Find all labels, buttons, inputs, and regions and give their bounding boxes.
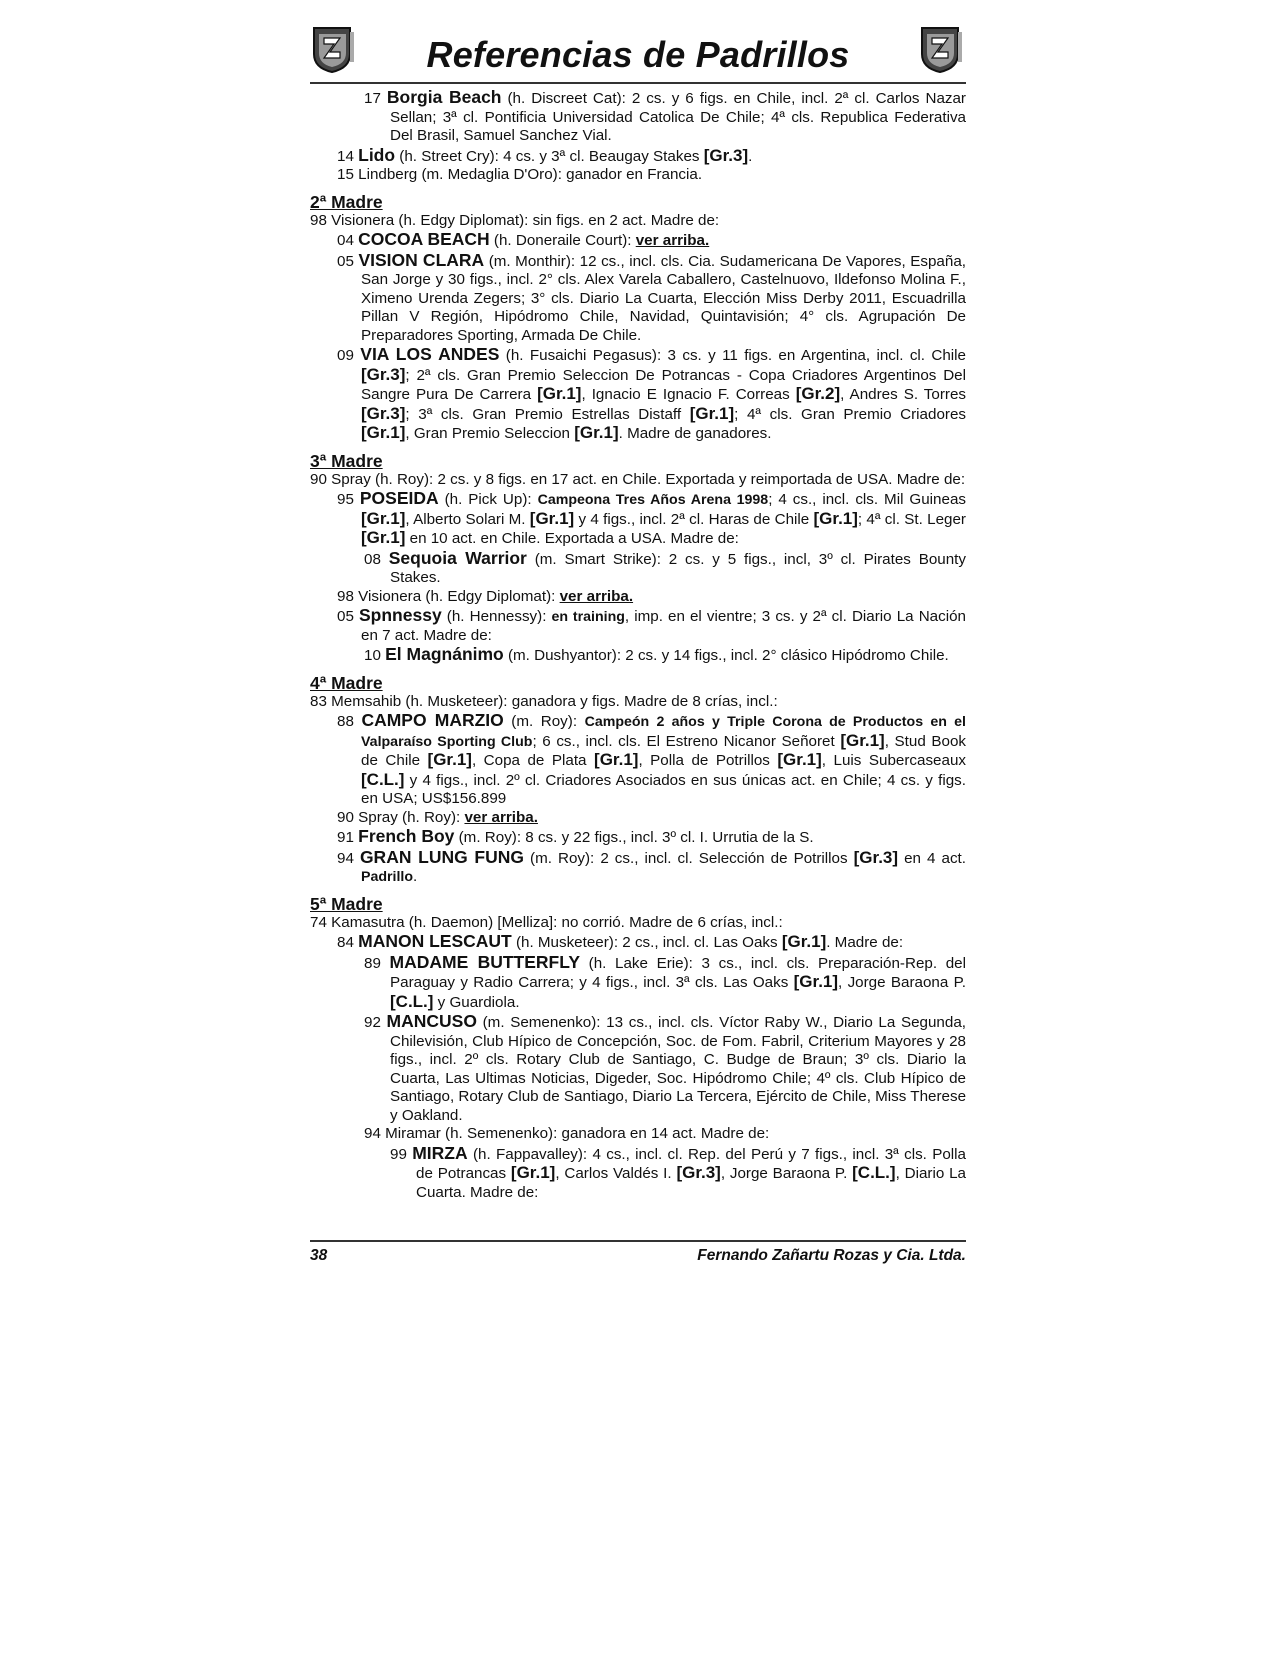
cross-reference: ver arriba. bbox=[559, 587, 634, 605]
entry-text: ; 2ª cls. Gran Premio Seleccion De Potrancas - Copa Criadores Argentinos Del Sangre Pura De Carrera bbox=[361, 366, 966, 403]
entry-text: Spray (h. Roy): 2 cs. y 8 figs. en 17 act. en Chile. Exportada y reimportada de USA. Madre de: bbox=[331, 470, 966, 488]
entry-text: en 10 act. en Chile. Exportada a USA. Madre de: bbox=[405, 530, 739, 547]
pedigree-entry bbox=[310, 914, 966, 933]
pedigree-entry bbox=[310, 471, 966, 490]
entry-text: , Copa de Plata bbox=[471, 752, 595, 769]
race-grade: [Gr.1] bbox=[361, 423, 406, 442]
race-grade: [Gr.1] bbox=[537, 384, 582, 403]
pedigree-entry bbox=[390, 1144, 966, 1203]
entry-text: (m. Roy): bbox=[503, 713, 585, 730]
entry-text: , imp. en el vientre; 3 cs. y 2ª cl. Diario La Nación en 7 act. Madre de: bbox=[361, 608, 966, 644]
horse-name: COCOA BEACH bbox=[358, 229, 490, 249]
pedigree-entry bbox=[364, 88, 966, 146]
pedigree-text bbox=[310, 84, 966, 1202]
race-grade: [Gr.1] bbox=[361, 528, 406, 547]
entry-text: , Ignacio E Ignacio F. Correas bbox=[581, 386, 796, 403]
entry-text: en 4 act. bbox=[898, 849, 966, 867]
entry-text: Visionera (h. Edgy Diplomat): sin figs. en 2 act. Madre de: bbox=[331, 211, 720, 229]
entry-text: , Jorge Baraona P. bbox=[838, 974, 967, 991]
race-grade: [Gr.3] bbox=[361, 403, 406, 423]
section-heading: 2ª Madre bbox=[310, 191, 383, 212]
document-page bbox=[310, 22, 966, 1202]
footer-company: Fernando Zañartu Rozas y Cia. Ltda. bbox=[697, 1247, 966, 1264]
horse-name: CAMPO MARZIO bbox=[361, 710, 504, 730]
entry-text: (h. Street Cry): 4 cs. y 3ª cl. Beaugay Stakes bbox=[395, 147, 704, 165]
pedigree-entry bbox=[337, 588, 966, 607]
entry-text: . bbox=[413, 868, 418, 885]
pedigree-entry bbox=[364, 645, 966, 666]
pedigree-entry bbox=[337, 166, 966, 185]
entry-text: , Polla de Potrillos bbox=[638, 752, 778, 769]
entry-text: (m. Monthir): 12 cs., incl. cls. Cia. Sudamericana De Vapores, España, San Jorge y 30 figs., incl. 2° cls. Alex Varela Caballero, Castelnuovo, Ildefonso Molina F., Ximeno Urenda Zegers; 3° cls. Diario La Cuarta, Elección Miss Derby 2011, Escuadrilla Pillan V Región, Hipódromo Chile, Navidad, Quintavisión; 4° cls. Agrupación De Preparadores Sporting, Armada De Chile. bbox=[361, 252, 966, 344]
pedigree-entry bbox=[337, 606, 966, 645]
section-heading: 3ª Madre bbox=[310, 450, 383, 471]
horse-name: VISION CLARA bbox=[358, 249, 485, 270]
pedigree-entry bbox=[364, 953, 966, 1013]
pedigree-entry bbox=[364, 549, 966, 588]
horse-name: Spnnessy bbox=[359, 605, 442, 625]
entry-text: (h. Doneraile Court): bbox=[489, 232, 636, 249]
bold-note: en training bbox=[551, 609, 625, 625]
race-grade: [Gr.1] bbox=[574, 423, 619, 442]
entry-year: 08 bbox=[364, 550, 389, 568]
pedigree-entry bbox=[337, 932, 966, 953]
horse-name: MANCUSO bbox=[386, 1011, 477, 1031]
page-header bbox=[310, 22, 966, 84]
entry-text: (h. Fusaichi Pegasus): 3 cs. y 11 figs. en Argentina, incl. cl. Chile bbox=[499, 347, 966, 364]
entry-year: 89 bbox=[364, 954, 390, 972]
entry-text: , Gran Premio Seleccion bbox=[405, 425, 575, 442]
entry-year: 83 bbox=[310, 692, 332, 710]
entry-year: 98 bbox=[337, 587, 359, 605]
entry-text: Lindberg (m. Medaglia D'Oro): ganador en Francia. bbox=[358, 166, 703, 183]
pedigree-entry bbox=[310, 693, 966, 712]
race-grade: [Gr.1] bbox=[510, 1163, 556, 1182]
entry-year: 91 bbox=[337, 829, 359, 846]
pedigree-entry bbox=[310, 212, 966, 231]
entry-text: (h. Musketeer): 2 cs., incl. cl. Las Oaks bbox=[511, 934, 782, 951]
horse-name: GRAN LUNG FUNG bbox=[359, 846, 524, 867]
race-grade: [Gr.1] bbox=[777, 750, 822, 769]
race-grade: [Gr.1] bbox=[793, 972, 839, 991]
entry-year: 05 bbox=[337, 608, 359, 625]
horse-name: Borgia Beach bbox=[386, 87, 502, 107]
pedigree-entry bbox=[337, 345, 966, 444]
race-grade: [Gr.1] bbox=[427, 750, 472, 769]
race-grade: [Gr.1] bbox=[813, 508, 858, 528]
entry-year: 04 bbox=[337, 232, 359, 249]
entry-year: 94 bbox=[337, 849, 360, 867]
entry-text: ; 4ª cls. Gran Premio Criadores bbox=[734, 405, 966, 423]
race-grade: [Gr.1] bbox=[689, 403, 735, 423]
section-heading: 5ª Madre bbox=[310, 893, 383, 914]
page-footer bbox=[310, 1240, 966, 1265]
pedigree-entry bbox=[337, 809, 966, 828]
horse-name: Lido bbox=[358, 144, 396, 165]
entry-text: ; 4 cs., incl. cls. Mil Guineas bbox=[768, 491, 966, 508]
entry-year: 90 bbox=[310, 470, 332, 488]
entry-text: y 4 figs., incl. 2ª cl. Haras de Chile bbox=[574, 510, 814, 528]
entry-year: 94 bbox=[364, 1125, 386, 1142]
horse-name: MADAME BUTTERFLY bbox=[389, 951, 580, 972]
entry-text: (h. Lake Erie): 3 cs., incl. cls. Preparación-Rep. del Paraguay y Radio Carrera; y 4 figs., incl. 3ª cls. Las Oaks bbox=[390, 954, 966, 991]
entry-text: y 4 figs., incl. 2º cl. Criadores Asociados en sus únicas act. en Chile; 4 cs. y figs. en USA; US$156.899 bbox=[361, 771, 966, 807]
race-grade: [Gr.1] bbox=[529, 508, 575, 528]
horse-name: VIA LOS ANDES bbox=[360, 344, 500, 364]
entry-text: (h. Discreet Cat): 2 cs. y 6 figs. en Chile, incl. 2ª cl. Carlos Nazar Sellan; 3ª cl. Pontificia Universidad Catolica De Chile; 4ª cls. Republica Federativa Del Brasil, Samuel Sanchez Vial. bbox=[390, 90, 966, 144]
entry-text: Spray (h. Roy): bbox=[358, 808, 465, 826]
entry-text: (m. Roy): 2 cs., incl. cl. Selección de Potrillos bbox=[523, 849, 854, 867]
pedigree-entry bbox=[337, 489, 966, 549]
entry-text: Visionera (h. Edgy Diplomat): bbox=[358, 587, 560, 605]
pedigree-entry bbox=[364, 1012, 966, 1125]
pedigree-entry bbox=[337, 251, 966, 346]
page-title: Referencias de Padrillos bbox=[426, 34, 850, 75]
entry-text: (m. Semenenko): 13 cs., incl. cls. Víctor Raby W., Diario La Segunda, Chilevisión, Club Hípico de Concepción, Soc. de Fom. Fabril, Criterium Mayores y 28 figs., incl. 2º cls. Rotary Club de Santiago, C. Budge de Braun; 3º cls. Diario la Cuarta, Las Ultimas Noticias, Digeder, Soc. Hipódromo Chile; 4º cls. Club Hípico de Santiago, Rotary Club de Santiago, Diario La Tercera, Ejército de Chile, Miss Therese y Oakland. bbox=[390, 1014, 967, 1124]
race-grade: [Gr.3] bbox=[853, 847, 899, 867]
race-grade: [Gr.1] bbox=[361, 508, 406, 528]
entry-text: , Carlos Valdés I. bbox=[555, 1165, 677, 1182]
race-grade: [Gr.1] bbox=[781, 932, 827, 951]
section-heading: 4ª Madre bbox=[310, 672, 383, 693]
entry-year: 09 bbox=[337, 347, 361, 364]
entry-year: 05 bbox=[337, 252, 359, 270]
horse-name: Sequoia Warrior bbox=[388, 547, 527, 568]
entry-text: ; 6 cs., incl. cls. El Estreno Nicanor Señoret bbox=[532, 732, 841, 750]
horse-name: MIRZA bbox=[412, 1142, 468, 1163]
entry-text: (h. Fappavalley): 4 cs., incl. cl. Rep. del Perú y 7 figs., incl. 3ª cls. Polla de Potrancas bbox=[416, 1145, 966, 1182]
bold-note: Campeona Tres Años Arena 1998 bbox=[537, 492, 769, 508]
entry-text: , Stud Book de Chile bbox=[361, 732, 966, 769]
race-grade: [Gr.3] bbox=[703, 145, 749, 165]
entry-year: 84 bbox=[337, 934, 359, 951]
entry-text: Memsahib (h. Musketeer): ganadora y figs. Madre de 8 crías, incl.: bbox=[331, 692, 778, 710]
entry-text: (m. Dushyantor): 2 cs. y 14 figs., incl. 2° clásico Hipódromo Chile. bbox=[503, 647, 949, 664]
entry-year: 17 bbox=[364, 90, 387, 107]
horse-name: El Magnánimo bbox=[385, 644, 504, 664]
horse-name: French Boy bbox=[358, 826, 455, 846]
entry-text: (m. Smart Strike): 2 cs. y 5 figs., incl, 3º cl. Pirates Bounty Stakes. bbox=[390, 550, 966, 586]
race-grade: [Gr.1] bbox=[840, 730, 885, 750]
pedigree-entry bbox=[364, 1125, 966, 1144]
entry-year: 10 bbox=[364, 647, 386, 664]
entry-text: , Alberto Solari M. bbox=[405, 510, 530, 528]
race-grade: [Gr.3] bbox=[361, 364, 406, 384]
cross-reference: ver arriba. bbox=[464, 808, 538, 826]
race-grade: [C.L.] bbox=[390, 991, 434, 1011]
entry-text: , Diario La Cuarta. Madre de: bbox=[416, 1165, 966, 1201]
race-grade: [Gr.3] bbox=[676, 1163, 721, 1182]
cross-reference: ver arriba. bbox=[635, 232, 710, 249]
entry-text: . Madre de: bbox=[826, 934, 904, 951]
horse-name: POSEIDA bbox=[359, 488, 439, 508]
entry-text: . Madre de ganadores. bbox=[618, 425, 772, 442]
page-number: 38 bbox=[310, 1247, 328, 1264]
entry-text: , Jorge Baraona P. bbox=[720, 1165, 853, 1182]
race-grade: [C.L.] bbox=[852, 1163, 896, 1182]
entry-text: , Andres S. Torres bbox=[840, 386, 967, 403]
bold-note: Padrillo bbox=[361, 869, 414, 885]
race-grade: [Gr.1] bbox=[594, 750, 639, 769]
entry-text: Miramar (h. Semenenko): ganadora en 14 act. Madre de: bbox=[385, 1125, 770, 1142]
race-grade: [C.L.] bbox=[361, 769, 405, 789]
pedigree-entry bbox=[337, 827, 966, 848]
entry-text: . bbox=[748, 147, 753, 165]
entry-text: y Guardiola. bbox=[433, 993, 520, 1011]
entry-year: 90 bbox=[337, 808, 359, 826]
entry-year: 92 bbox=[364, 1014, 387, 1031]
entry-year: 88 bbox=[337, 713, 362, 730]
horse-name: MANON LESCAUT bbox=[358, 931, 512, 951]
entry-year: 15 bbox=[337, 166, 359, 183]
pedigree-entry bbox=[337, 848, 966, 887]
entry-text: ; 3ª cls. Gran Premio Estrellas Distaff bbox=[405, 405, 690, 423]
entry-text: Kamasutra (h. Daemon) [Melliza]: no corrió. Madre de 6 crías, incl.: bbox=[331, 913, 783, 931]
horse-head-shield-icon bbox=[918, 24, 964, 74]
pedigree-entry bbox=[337, 146, 966, 167]
entry-text: , Luis Subercaseaux bbox=[821, 752, 966, 769]
entry-text: (h. Pick Up): bbox=[438, 491, 538, 508]
pedigree-entry bbox=[337, 230, 966, 251]
entry-text: (h. Hennessy): bbox=[441, 608, 552, 625]
bold-note: Campeón 2 años y Triple Corona de Productos en el Valparaíso Sporting Club bbox=[361, 714, 966, 750]
entry-year: 98 bbox=[310, 211, 332, 229]
entry-year: 95 bbox=[337, 491, 360, 508]
entry-text: (m. Roy): 8 cs. y 22 figs., incl. 3º cl. I. Urrutia de la S. bbox=[454, 829, 814, 846]
entry-year: 14 bbox=[337, 147, 359, 165]
entry-year: 74 bbox=[310, 913, 332, 931]
pedigree-entry bbox=[337, 711, 966, 809]
race-grade: [Gr.2] bbox=[795, 384, 841, 403]
entry-year: 99 bbox=[390, 1145, 413, 1163]
entry-text: ; 4ª cl. St. Leger bbox=[857, 510, 966, 528]
